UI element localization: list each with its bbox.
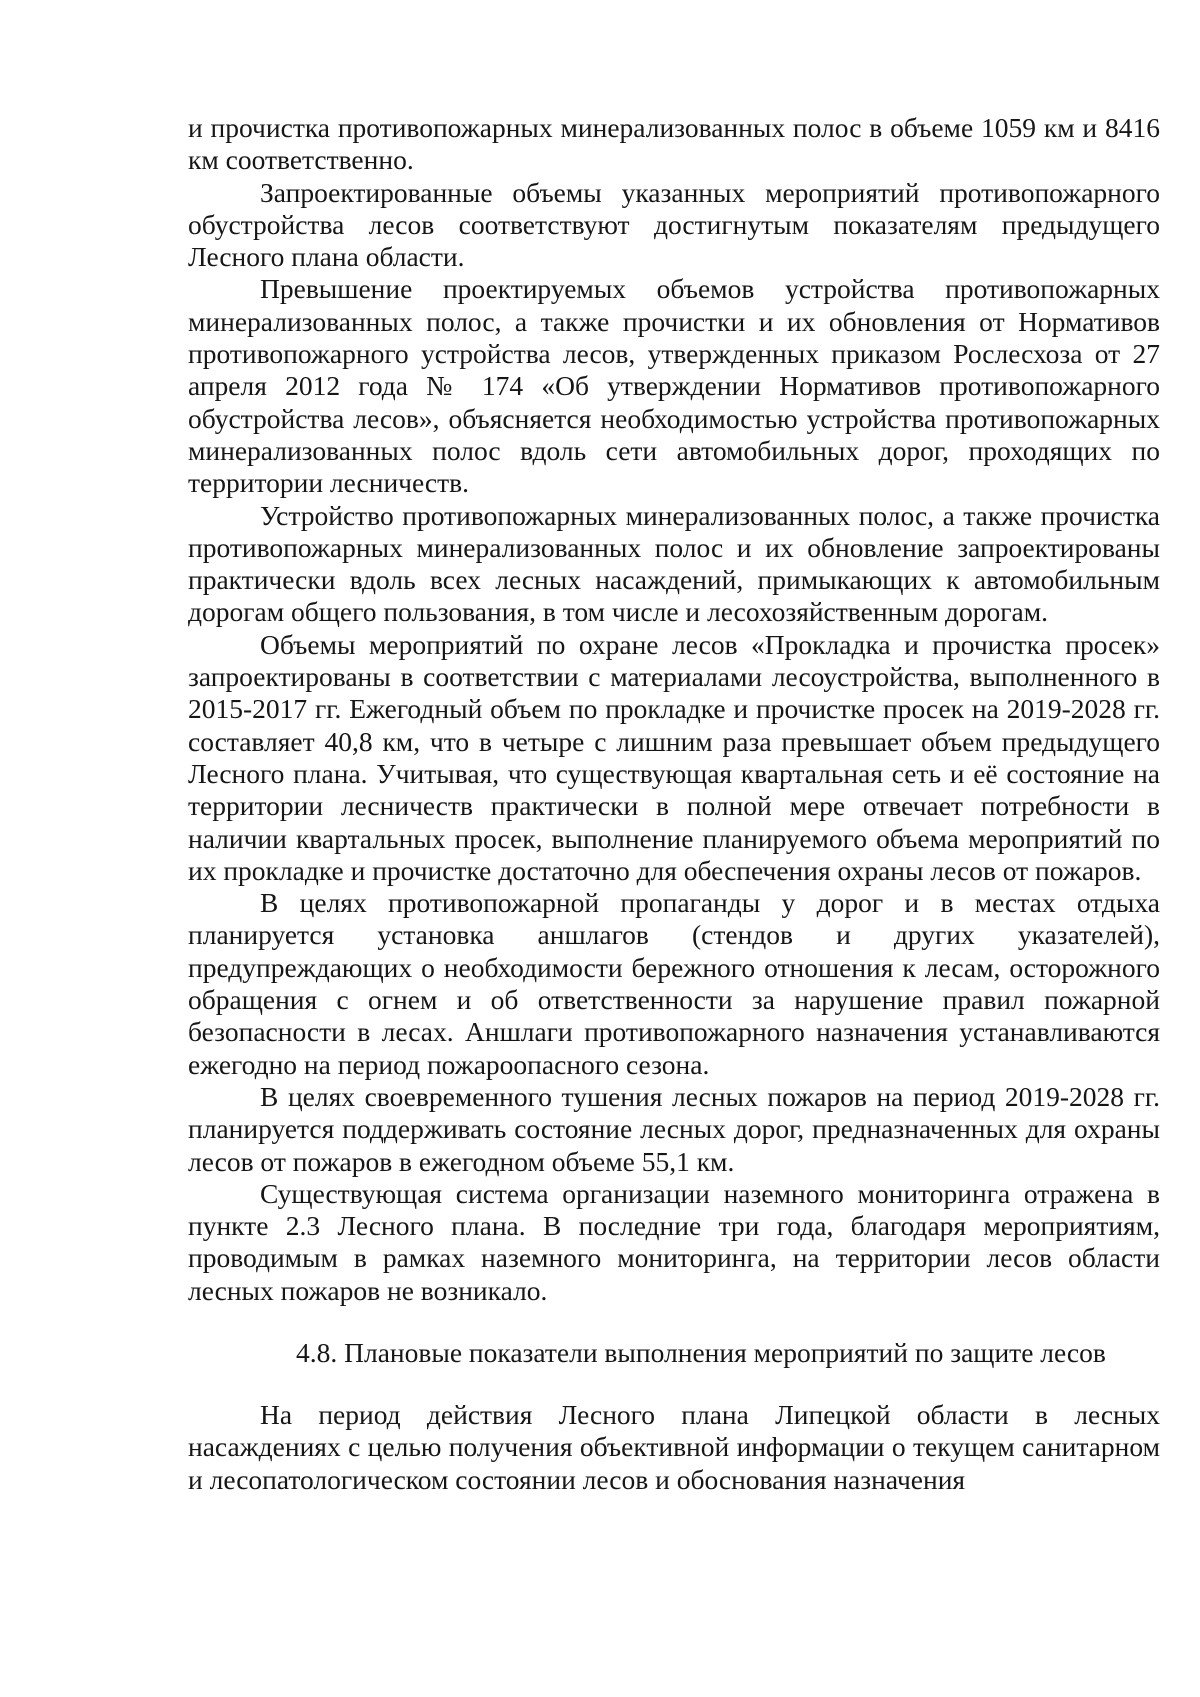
paragraph-ground-monitoring: Существующая система организации наземного мониторинга отражена в пункте 2.3 Лесного плана. В последние три года, благодаря мероприятиям, проводимым в рамках наземного мониторинга, на территории лесов области лесных пожаров не возникало. (188, 1177, 1160, 1306)
paragraph-propaganda: В целях противопожарной пропаганды у дорог и в местах отдыха планируется установка аншлагов (стендов и других указателей), предупреждающих о необходимости бережного отношения к лесам, осторожного обращения с огнем и об ответственности за нарушение правил пожарной безопасности в лесах. Аншлаги противопожарного назначения устанавливаются ежегодно на период пожароопасного сезона. (188, 887, 1160, 1080)
paragraph-forest-roads: В целях своевременного тушения лесных пожаров на период 2019-2028 гг. планируется поддерживать состояние лесных дорог, предназначенных для охраны лесов от пожаров в ежегодном объеме 55,1 км. (188, 1080, 1160, 1177)
paragraph-excess-volumes: Превышение проектируемых объемов устройства противопожарных минерализованных полос, а также прочистки и их обновления от Нормативов противопожарного устройства лесов, утвержденных приказом Рослесхоза от 27 апреля 2012 года № 174 «Об утверждении Нормативов противопожарного обустройства лесов», объясняется необходимостью устройства противопожарных минерализованных полос вдоль сети автомобильных дорог, проходящих по территории лесничеств. (188, 273, 1160, 499)
section-heading: 4.8. Плановые показатели выполнения мероприятий по защите лесов (296, 1336, 1106, 1368)
paragraph-continuation: и прочистка противопожарных минерализованных полос в объеме 1059 км и 8416 км соответственно. (188, 112, 1160, 176)
paragraph-forest-protection: На период действия Лесного плана Липецкой области в лесных насаждениях с целью получения объективной информации о текущем санитарном и лесопатологическом состоянии лесов и обоснования назначения (188, 1398, 1160, 1495)
paragraph-clearings: Объемы мероприятий по охране лесов «Прокладка и прочистка просек» запроектированы в соответствии с материалами лесоустройства, выполненного в 2015-2017 гг. Ежегодный объем по прокладке и прочистке просек на 2019-2028 гг. составляет 40,8 км, что в четыре с лишним раза превышает объем предыдущего Лесного плана. Учитывая, что существующая квартальная сеть и её состояние на территории лесничеств практически в полной мере отвечает потребности в наличии квартальных просек, выполнение планируемого объема мероприятий по их прокладке и прочистке достаточно для обеспечения охраны лесов от пожаров. (188, 628, 1160, 886)
paragraph-designed-volumes: Запроектированные объемы указанных мероприятий противопожарного обустройства лесов соответствуют достигнутым показателям предыдущего Лесного плана области. (188, 176, 1160, 273)
paragraph-mineralized-strips: Устройство противопожарных минерализованных полос, а также прочистка противопожарных минерализованных полос и их обновление запроектированы практически вдоль всех лесных насаждений, примыкающих к автомобильным дорогам общего пользования, в том числе и лесохозяйственным дорогам. (188, 499, 1160, 628)
document-page (188, 112, 1160, 1496)
